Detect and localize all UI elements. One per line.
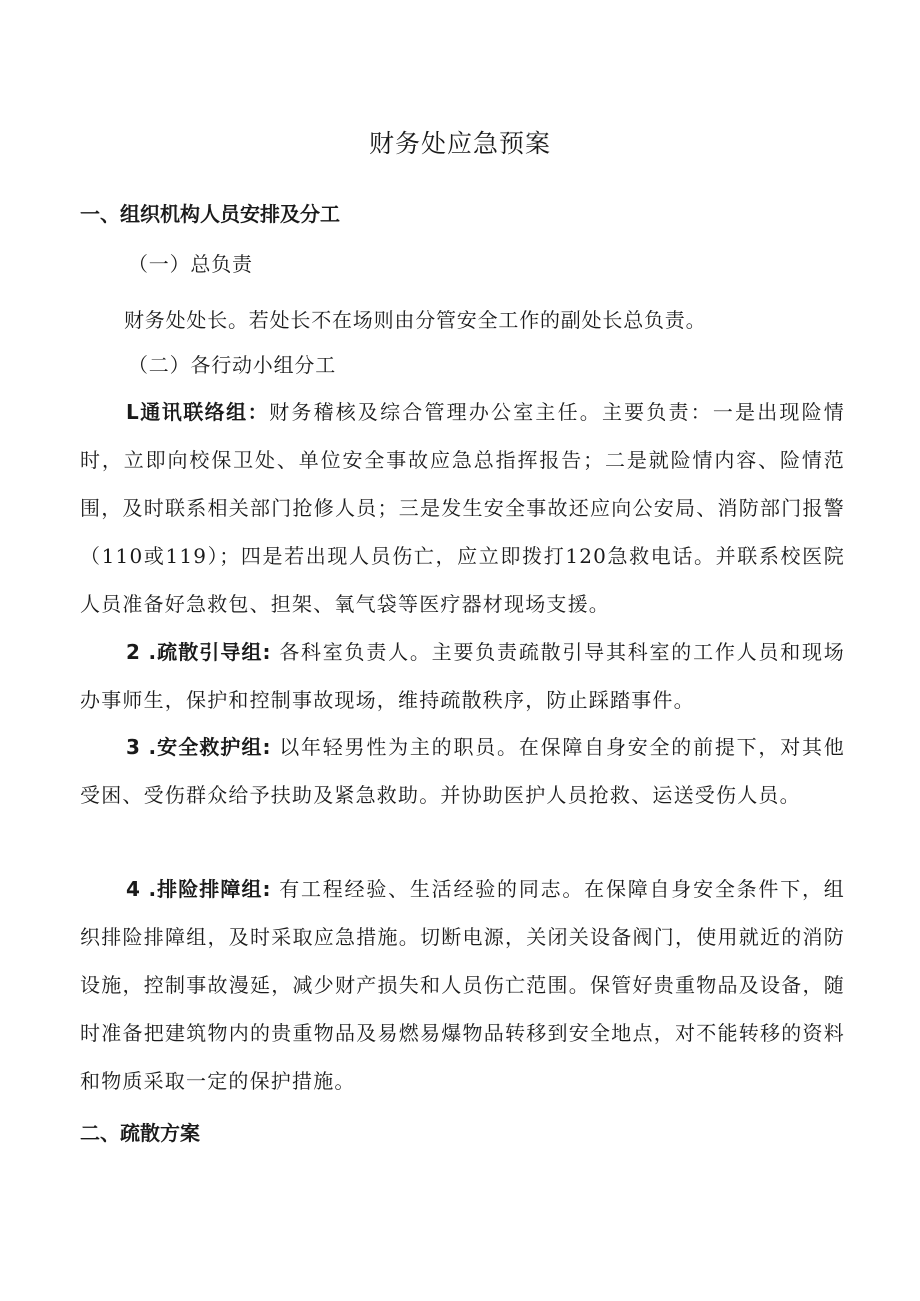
group-item-text: 以年轻男性为主的职员。在保障自身安全的前提下，对其他受困、受伤群众给予扶助及紧急救助。并协助医护人员抢救、运送受伤人员。 [80, 735, 845, 807]
group-item-lead: L通讯联络组： [126, 400, 270, 424]
group-item-lead: 4 .排险排障组: [126, 877, 272, 901]
group-item-rescue [80, 723, 845, 819]
group-item-hazard-removal [80, 865, 845, 1105]
group-item-text: 财务稽核及综合管理办公室主任。主要负责：一是出现险情时，立即向校保卫处、单位安全事故应急总指挥报告；二是就险情内容、险情范围，及时联系相关部门抢修人员；三是发生安全事故还应向公安局、消防部门报警（110或119）；四是若出现人员伤亡，应立即拨打120急救电话。并联系校医院人员准备好急救包、担架、氧气袋等医疗器材现场支援。 [80, 400, 846, 616]
group-item-text: 各科室负责人。主要负责疏散引导其科室的工作人员和现场办事师生，保护和控制事故现场，维持疏散秩序，防止踩踏事件。 [80, 640, 845, 712]
section-heading-organization: 一、组织机构人员安排及分工 [80, 202, 340, 226]
group-item-lead: 3 .安全救护组: [126, 735, 272, 759]
subsection-heading-general: （一）总负责 [128, 252, 253, 276]
general-responsible-text: 财务处处长。若处长不在场则由分管安全工作的副处长总负责。 [124, 308, 707, 332]
group-item-communication [80, 388, 845, 628]
group-item-evacuation [80, 628, 845, 724]
group-item-text: 有工程经验、生活经验的同志。在保障自身安全条件下，组织排险排障组，及时采取应急措施。切断电源，关闭关设备阀门，使用就近的消防设施，控制事故漫延，减少财产损失和人员伤亡范围。保管好贵重物品及设备，随时准备把建筑物内的贵重物品及易燃易爆物品转移到安全地点，对不能转移的资料和物质采取一定的保护措施。 [80, 877, 845, 1093]
subsection-heading-groups: （二）各行动小组分工 [128, 353, 336, 377]
document-title: 财务处应急预案 [368, 129, 551, 158]
group-item-lead: 2 .疏散引导组: [126, 640, 272, 664]
section-heading-evacuation-plan: 二、疏散方案 [80, 1121, 200, 1145]
